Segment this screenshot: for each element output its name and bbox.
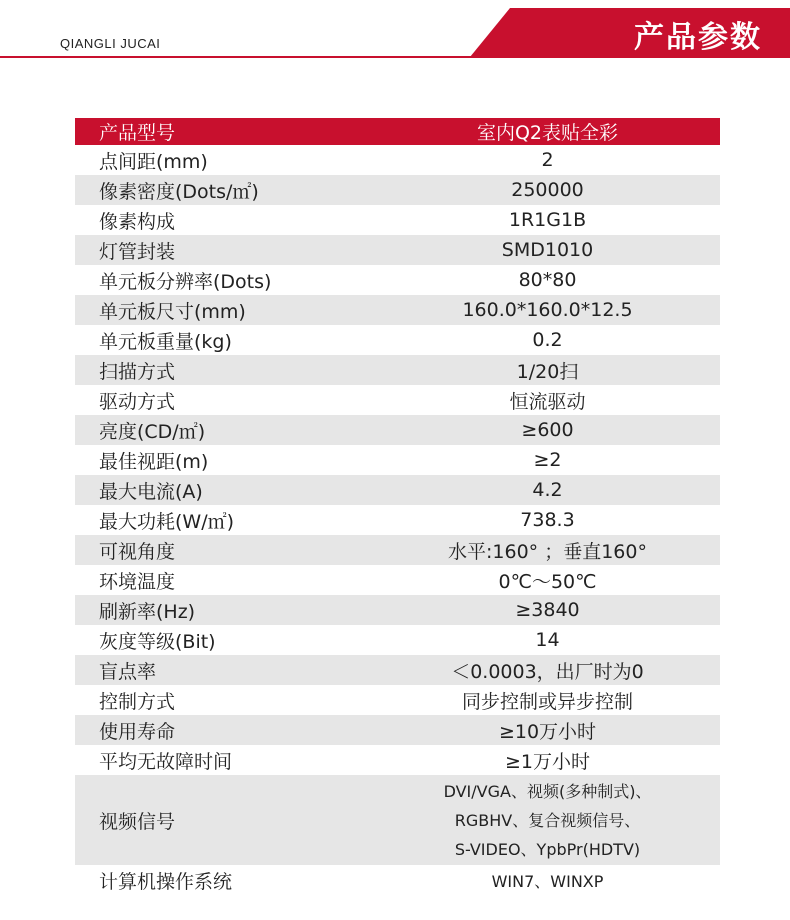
page-header	[0, 0, 790, 62]
table-row	[75, 475, 720, 505]
row-label: 灯管封装	[99, 240, 176, 263]
table-row-video-signal	[75, 775, 720, 865]
table-row	[75, 145, 720, 175]
row-label: 灰度等级(Bit)	[99, 630, 216, 653]
row-value: ≥3840	[515, 599, 580, 621]
table-header-row	[75, 118, 720, 145]
row-label: 环境温度	[99, 570, 176, 593]
row-label: 最大电流(A)	[99, 480, 203, 503]
video-line: S-VIDEO、YpbPr(HDTV)	[454, 839, 641, 859]
table-row	[75, 265, 720, 295]
row-label: 亮度(CD/㎡)	[99, 420, 206, 443]
row-label: 单元板尺寸(mm)	[99, 300, 246, 323]
row-value: 0.2	[532, 329, 563, 351]
row-label: 刷新率(Hz)	[99, 600, 196, 623]
table-row	[75, 295, 720, 325]
row-label: 单元板分辨率(Dots)	[99, 270, 272, 293]
row-label: 驱动方式	[99, 390, 176, 413]
header-label: 产品型号	[99, 122, 176, 144]
video-line: RGBHV、复合视频信号、	[454, 810, 641, 830]
table-row	[75, 205, 720, 235]
table-row	[75, 535, 720, 565]
spec-table	[75, 118, 720, 895]
table-row	[75, 565, 720, 595]
table-row	[75, 685, 720, 715]
row-value: ≥2	[533, 449, 562, 471]
row-value: 80*80	[518, 269, 577, 291]
table-row	[75, 595, 720, 625]
row-label: 点间距(mm)	[99, 150, 208, 173]
row-value: 738.3	[520, 509, 575, 531]
row-label: 平均无故障时间	[99, 750, 233, 773]
table-row	[75, 385, 720, 415]
table-row	[75, 715, 720, 745]
row-value: 1R1G1B	[508, 209, 587, 231]
table-row	[75, 745, 720, 775]
row-value	[375, 777, 720, 864]
row-value: ≥600	[521, 419, 574, 441]
row-value: 2	[541, 149, 554, 171]
row-value: 1/20扫	[516, 360, 579, 383]
row-value: 恒流驱动	[509, 390, 586, 413]
row-label: 像素密度(Dots/㎡)	[99, 180, 259, 203]
table-row	[75, 325, 720, 355]
row-value: 水平:160° ；垂直160°	[448, 540, 647, 563]
row-value: SMD1010	[501, 239, 594, 261]
row-label: 控制方式	[99, 690, 176, 713]
row-value: 160.0*160.0*12.5	[462, 299, 633, 321]
table-row	[75, 355, 720, 385]
row-value: ＜0.0003，出厂时为0	[451, 660, 644, 683]
row-label: 最大功耗(W/㎡)	[99, 510, 235, 533]
table-row-os	[75, 865, 720, 895]
row-label: 盲点率	[99, 660, 157, 683]
video-line: DVI/VGA、视频(多种制式)、	[443, 781, 652, 801]
row-label: 使用寿命	[99, 720, 176, 743]
table-row	[75, 235, 720, 265]
table-row	[75, 505, 720, 535]
row-label: 最佳视距(m)	[99, 450, 209, 473]
row-value: ≥1万小时	[504, 750, 590, 773]
table-row	[75, 445, 720, 475]
header-value: 室内Q2表贴全彩	[476, 122, 619, 144]
row-value: 4.2	[532, 479, 563, 501]
table-row	[75, 175, 720, 205]
row-value: ≥10万小时	[498, 720, 597, 743]
row-value: 同步控制或异步控制	[461, 690, 633, 713]
row-value: WIN7、WINXP	[491, 871, 604, 891]
row-value: 250000	[511, 179, 584, 201]
row-label: 可视角度	[99, 540, 176, 563]
row-label: 视频信号	[99, 810, 176, 833]
row-value: 14	[535, 629, 560, 651]
table-row	[75, 655, 720, 685]
row-label: 扫描方式	[99, 360, 176, 383]
table-row	[75, 415, 720, 445]
table-row	[75, 625, 720, 655]
page-title: 产品参数	[634, 20, 762, 55]
row-label: 计算机操作系统	[99, 870, 233, 893]
row-label: 单元板重量(kg)	[99, 330, 232, 353]
row-value: 0℃～50℃	[498, 570, 597, 593]
brand-name: QIANGLI JUCAI	[60, 36, 161, 51]
row-label: 像素构成	[99, 210, 176, 233]
